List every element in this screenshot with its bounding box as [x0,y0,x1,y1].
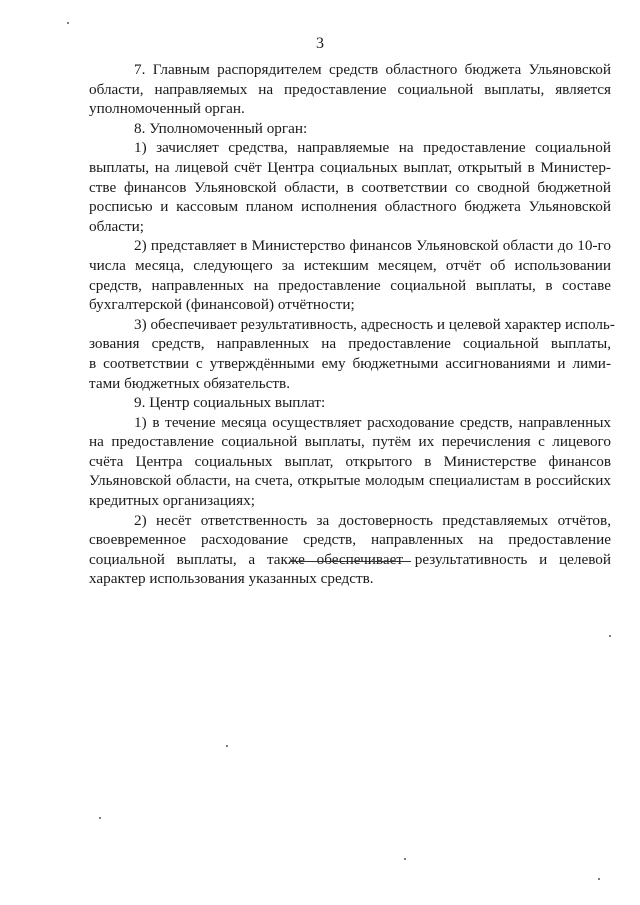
text-line: 7. Главным распорядителем средств областного бюджета Ульяновской [134,61,611,78]
text-line: счёта Центра социальных выплат, открытого в Министерстве финансов [89,452,611,470]
text-line: на предоставление социальной выплаты, путём их перечисления с лицевого [89,433,611,451]
text-line: своевременное расходование средств, направленных на предоставление [89,531,611,549]
paragraph-9 [89,393,611,413]
scan-speck [598,878,600,880]
text-line: 2) несёт ответственность за достоверность представляемых отчётов, [134,511,611,529]
paragraph-7 [89,60,611,119]
text-line: Ульяновской области, на счета, открытые молодым специалистам в российских [89,472,611,490]
text-line: выплаты, на лицевой счёт Центра социальных выплат, открытый в Министер- [89,158,611,176]
scan-speck [404,858,406,860]
scan-speck [67,22,69,24]
text-line: социальной выплаты, а также обеспечивает результативность и целевой [89,550,611,568]
page-number: 3 [316,35,324,52]
text-line: в соответствии с утверждёнными ему бюджетными ассигнованиями и лими- [89,354,611,372]
text-line: кредитных организациях; [89,492,255,510]
paragraph-9-item-1 [89,413,611,511]
end-divider-line [290,561,411,562]
text-line: числа месяца, следующего за истекшим месяцем, отчёт об использовании [89,256,611,274]
text-line: стве финансов Ульяновской области, в соответствии со сводной бюджетной [89,178,611,196]
text-line: средств, направленных на предоставление социальной выплаты, в составе [89,276,611,294]
text-line: 1) в течение месяца осуществляет расходование средств, направленных [134,413,611,431]
text-line: характер использования указанных средств. [89,570,374,588]
paragraph-8-item-3 [89,315,615,393]
text-line: уполномоченный орган. [89,100,245,118]
scan-speck [226,745,228,747]
document-body [89,60,615,589]
text-line: росписью и кассовым планом исполнения областного бюджета Ульяновской [89,198,611,216]
text-line: 3) обеспечивает результативность, адресность и целевой характер исполь- [134,315,615,333]
text-line: области; [89,217,144,235]
text-line: 1) зачисляет средства, направляемые на предоставление социальной [134,139,611,157]
paragraph-9-item-2 [89,511,611,589]
text-line: области, направляемых на предоставление социальной выплаты, является [89,80,611,98]
text-line: зования средств, направленных на предоставление социальной выплаты, [89,335,611,353]
paragraph-8 [89,119,611,139]
paragraph-8-item-2 [89,236,611,314]
text-line: 9. Центр социальных выплат: [134,394,326,412]
scan-speck [99,817,101,819]
text-line: бухгалтерской (финансовой) отчётности; [89,296,355,314]
text-line: 8. Уполномоченный орган: [134,119,308,137]
scan-speck [609,635,611,637]
text-line: 2) представляет в Министерство финансов Ульяновской области до 10-го [134,237,611,255]
paragraph-8-item-1 [89,138,611,236]
text-line: тами бюджетных обязательств. [89,374,291,392]
